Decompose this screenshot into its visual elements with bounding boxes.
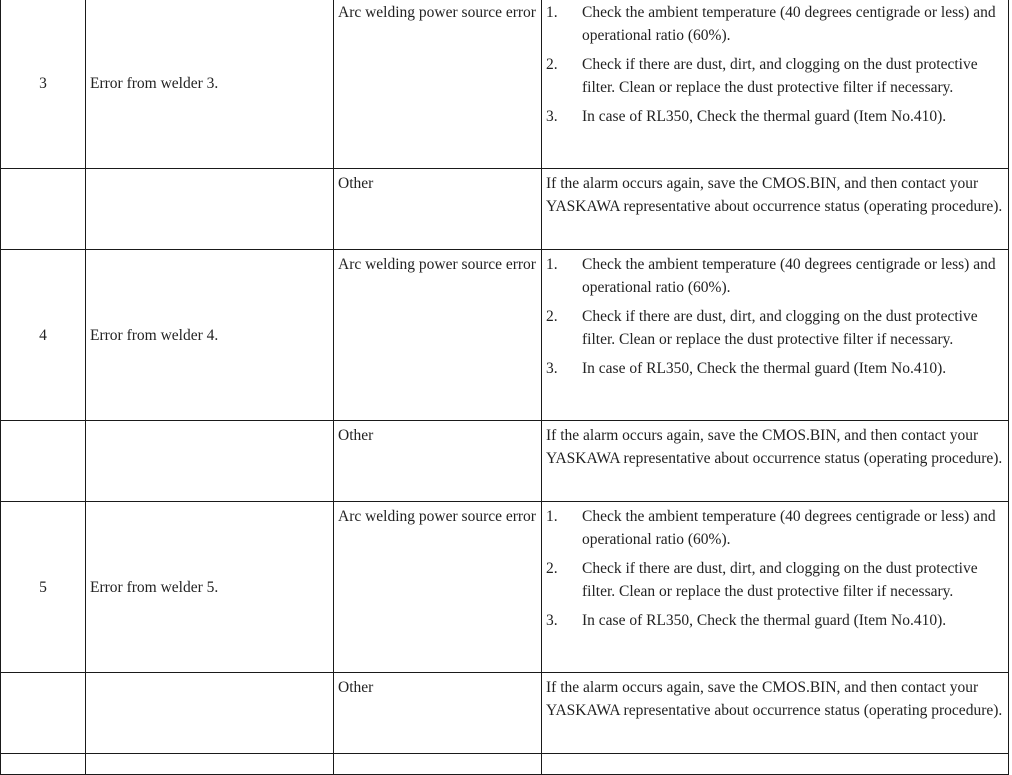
remedy-step	[546, 357, 1004, 380]
other-cause-cell	[334, 673, 542, 754]
alarm-message: Error from welder 5.	[90, 578, 219, 596]
empty-message-cell	[86, 673, 334, 754]
message-cell	[86, 0, 334, 169]
step-text: In case of RL350, Check the thermal guard (Item No.410).	[582, 612, 947, 629]
step-text: Check the ambient temperature (40 degrees centigrade or less) and operational ratio (60%).	[582, 4, 996, 44]
empty-cell	[1, 754, 86, 775]
cause-cell	[334, 502, 542, 673]
remedy-steps	[546, 253, 1004, 380]
alarm-row	[1, 0, 1009, 169]
other-remedy-text: If the alarm occurs again, save the CMOS.BIN, and then contact your YASKAWA representative about occurrence status (operating procedure).	[546, 427, 1003, 467]
empty-cell	[86, 754, 334, 775]
cause-text: Arc welding power source error	[338, 508, 536, 525]
other-cause-cell	[334, 169, 542, 250]
remedy-steps	[546, 1, 1004, 128]
next-row-partial	[1, 754, 1009, 775]
step-text: In case of RL350, Check the thermal guard (Item No.410).	[582, 108, 947, 125]
step-number: 1.	[546, 256, 558, 273]
remedy-step	[546, 253, 1004, 299]
sub-code: 5	[39, 578, 47, 596]
other-remedy-text: If the alarm occurs again, save the CMOS.BIN, and then contact your YASKAWA representative about occurrence status (operating procedure).	[546, 175, 1003, 215]
message-cell	[86, 502, 334, 673]
remedy-step	[546, 1, 1004, 47]
empty-sub-code-cell	[1, 673, 86, 754]
sub-code-cell	[1, 502, 86, 673]
message-cell	[86, 250, 334, 421]
alarm-message: Error from welder 3.	[90, 74, 219, 92]
remedy-step	[546, 609, 1004, 632]
other-cause-row	[1, 169, 1009, 250]
step-text: Check if there are dust, dirt, and clogging on the dust protective filter. Clean or replace the dust protective filter if necessary.	[582, 308, 978, 348]
remedy-cell	[542, 0, 1009, 169]
sub-code-cell	[1, 0, 86, 169]
empty-cell	[542, 754, 1009, 775]
step-number: 1.	[546, 4, 558, 21]
step-number: 2.	[546, 308, 558, 325]
other-cause-cell	[334, 421, 542, 502]
sub-code-cell	[1, 250, 86, 421]
other-remedy-text: If the alarm occurs again, save the CMOS.BIN, and then contact your YASKAWA representative about occurrence status (operating procedure).	[546, 679, 1003, 719]
other-cause-text: Other	[338, 679, 374, 696]
step-number: 3.	[546, 612, 558, 629]
empty-message-cell	[86, 421, 334, 502]
empty-cell	[334, 754, 542, 775]
cause-cell	[334, 250, 542, 421]
alarm-message: Error from welder 4.	[90, 326, 219, 344]
cause-text: Arc welding power source error	[338, 256, 536, 273]
remedy-steps	[546, 505, 1004, 632]
other-remedy-cell	[542, 673, 1009, 754]
step-text: Check if there are dust, dirt, and clogging on the dust protective filter. Clean or replace the dust protective filter if necessary.	[582, 560, 978, 600]
other-cause-row	[1, 421, 1009, 502]
alarm-row	[1, 502, 1009, 673]
remedy-cell	[542, 502, 1009, 673]
sub-code: 3	[39, 74, 47, 92]
alarm-table-body	[1, 0, 1009, 775]
step-number: 1.	[546, 508, 558, 525]
remedy-cell	[542, 250, 1009, 421]
other-remedy-cell	[542, 169, 1009, 250]
empty-message-cell	[86, 169, 334, 250]
remedy-step	[546, 505, 1004, 551]
step-number: 2.	[546, 56, 558, 73]
empty-sub-code-cell	[1, 421, 86, 502]
remedy-step	[546, 557, 1004, 603]
step-text: Check if there are dust, dirt, and clogging on the dust protective filter. Clean or replace the dust protective filter if necessary.	[582, 56, 978, 96]
step-number: 3.	[546, 108, 558, 125]
step-text: In case of RL350, Check the thermal guard (Item No.410).	[582, 360, 947, 377]
remedy-step	[546, 105, 1004, 128]
empty-sub-code-cell	[1, 169, 86, 250]
remedy-step	[546, 53, 1004, 99]
other-remedy-cell	[542, 421, 1009, 502]
step-text: Check the ambient temperature (40 degrees centigrade or less) and operational ratio (60%).	[582, 508, 996, 548]
cause-cell	[334, 0, 542, 169]
other-cause-text: Other	[338, 175, 374, 192]
other-cause-row	[1, 673, 1009, 754]
cause-text: Arc welding power source error	[338, 4, 536, 21]
remedy-step	[546, 305, 1004, 351]
alarm-row	[1, 250, 1009, 421]
step-number: 3.	[546, 360, 558, 377]
step-number: 2.	[546, 560, 558, 577]
other-cause-text: Other	[338, 427, 374, 444]
sub-code: 4	[39, 326, 47, 344]
step-text: Check the ambient temperature (40 degrees centigrade or less) and operational ratio (60%).	[582, 256, 996, 296]
